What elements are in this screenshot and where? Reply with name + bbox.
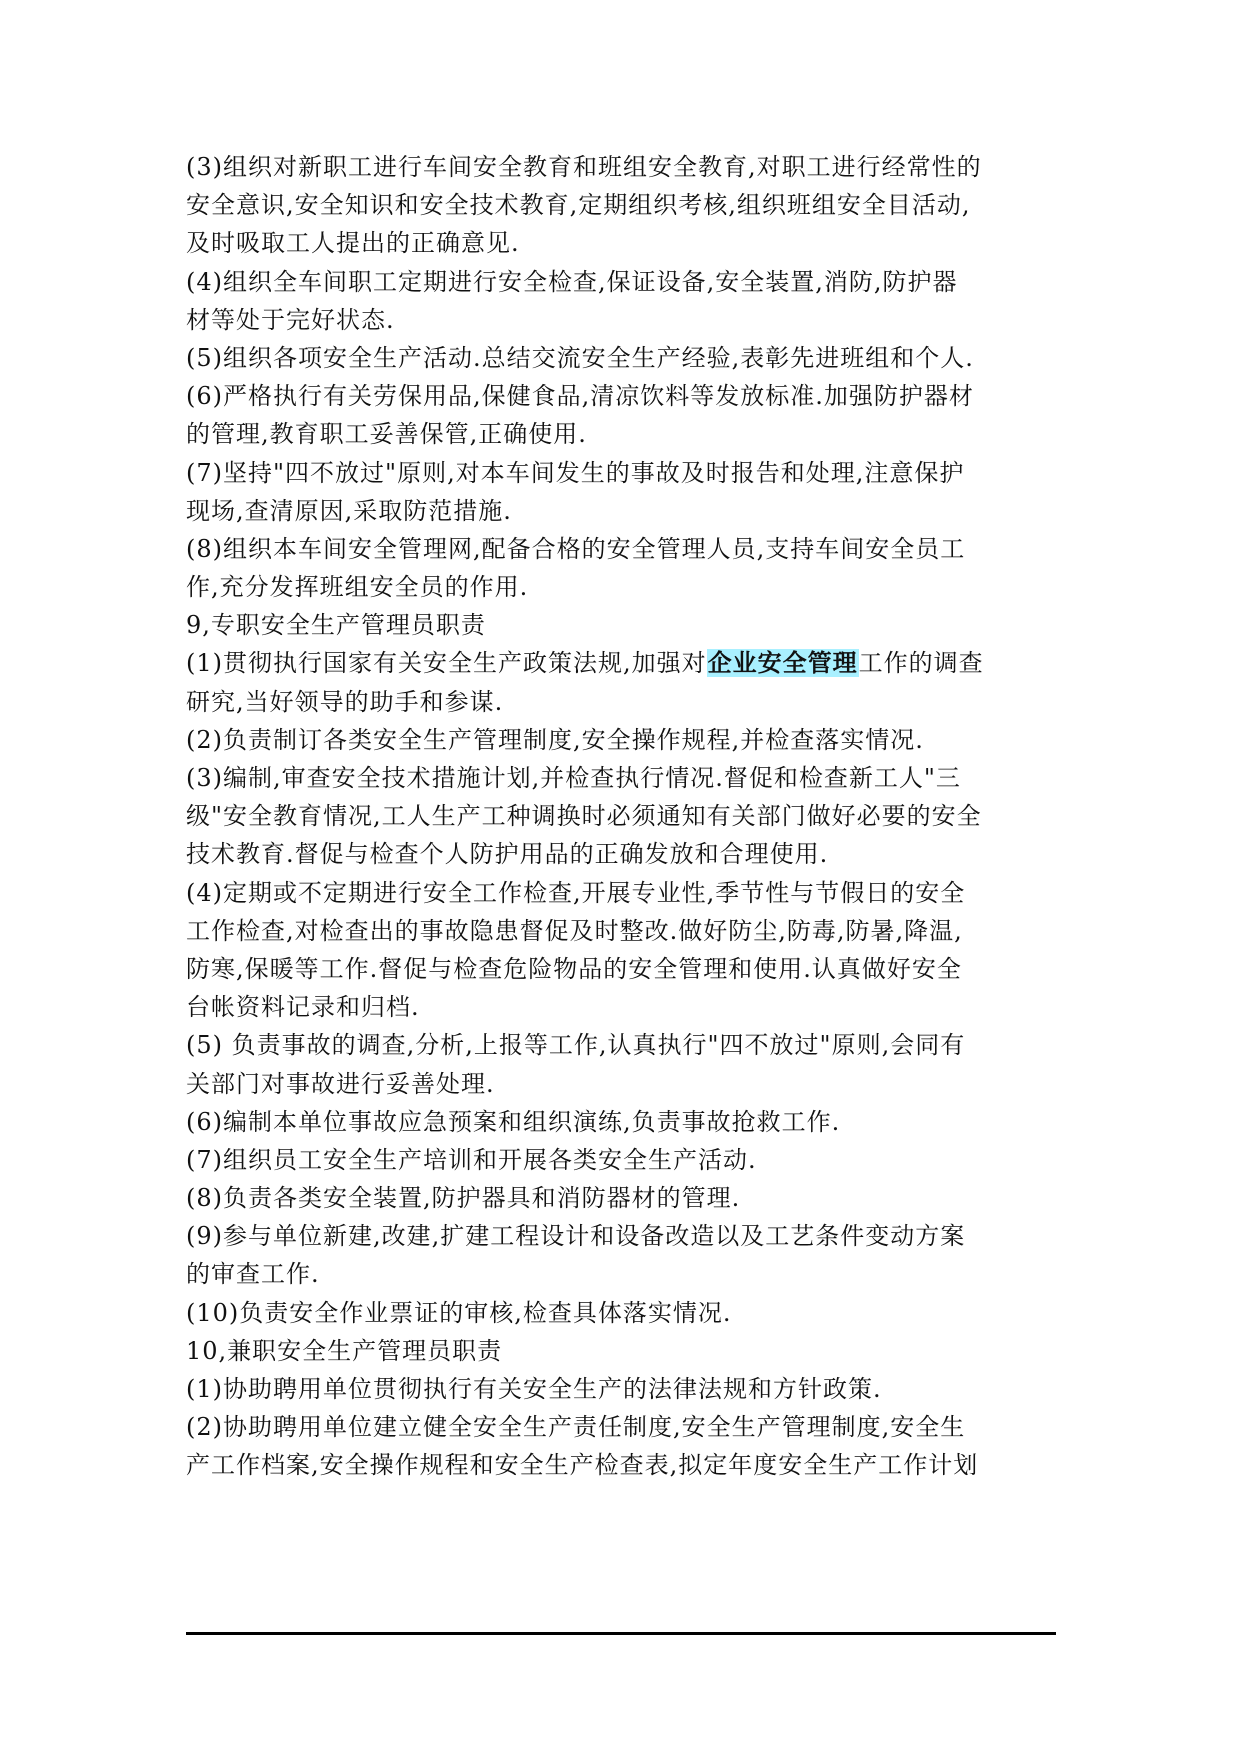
- text-line: (7)组织员工安全生产培训和开展各类安全生产活动.: [186, 1145, 757, 1174]
- text-line-with-highlight: [186, 644, 1066, 682]
- text-line: (1)协助聘用单位贯彻执行有关安全生产的法律法规和方针政策.: [186, 1375, 882, 1403]
- text-line: 产工作档案,安全操作规程和安全生产检查表,拟定年度安全生产工作计划: [186, 1451, 979, 1480]
- section-heading: 9,专职安全生产管理员职责: [186, 611, 486, 640]
- text-line: (4)定期或不定期进行安全工作检查,开展专业性,季节性与节假日的安全: [186, 878, 966, 907]
- text-line: (5) 负责事故的调查,分析,上报等工作,认真执行"四不放过"原则,会同有: [186, 1031, 966, 1060]
- text-line: 防寒,保暖等工作.督促与检查危险物品的安全管理和使用.认真做好安全: [186, 954, 962, 983]
- highlighted-keyword: 企业安全管理: [707, 649, 858, 678]
- text-line: 技术教育.督促与检查个人防护用品的正确发放和合理使用.: [186, 840, 829, 869]
- text-line: 关部门对事故进行妥善处理.: [186, 1069, 495, 1098]
- text-line: 台帐资料记录和归档.: [186, 993, 420, 1022]
- text-line: (9)参与单位新建,改建,扩建工程设计和设备改造以及工艺条件变动方案: [186, 1222, 966, 1251]
- text-segment: (1)贯彻执行国家有关安全生产政策法规,加强对: [186, 649, 707, 678]
- text-line: 研究,当好领导的助手和参谋.: [186, 687, 504, 716]
- text-line: (10)负责安全作业票证的审核,检查具体落实情况.: [186, 1298, 732, 1327]
- text-segment: 工作的调查: [858, 649, 984, 678]
- text-line: (5)组织各项安全生产活动.总结交流安全生产经验,表彰先进班组和个人.: [186, 343, 974, 372]
- footer-divider: [186, 1632, 1056, 1635]
- text-line: 安全意识,安全知识和安全技术教育,定期组织考核,组织班组安全目活动,: [186, 191, 971, 220]
- text-line: (2)协助聘用单位建立健全安全生产责任制度,安全生产管理制度,安全生: [186, 1413, 966, 1442]
- document-body: [186, 148, 1066, 1485]
- text-line: 的审查工作.: [186, 1260, 320, 1289]
- text-line: (2)负责制订各类安全生产管理制度,安全操作规程,并检查落实情况.: [186, 725, 924, 754]
- text-line: 工作检查,对检查出的事故隐患督促及时整改.做好防尘,防毒,防暑,降温,: [186, 916, 963, 945]
- text-line: (6)严格执行有关劳保用品,保健食品,清凉饮料等发放标准.加强防护器材: [186, 382, 974, 411]
- text-line: (8)组织本车间安全管理网,配备合格的安全管理人员,支持车间安全员工: [186, 534, 966, 563]
- text-line: 材等处于完好状态.: [186, 305, 395, 334]
- text-line: (3)组织对新职工进行车间安全教育和班组安全教育,对职工进行经常性的: [186, 153, 982, 181]
- text-line: 及时吸取工人提出的正确意见.: [186, 229, 520, 258]
- text-line: (6)编制本单位事故应急预案和组织演练,负责事故抢救工作.: [186, 1107, 841, 1136]
- text-line: 的管理,教育职工妥善保管,正确使用.: [186, 420, 587, 449]
- text-line: 级"安全教育情况,工人生产工种调换时必须通知有关部门做好必要的安全: [186, 802, 982, 831]
- text-line: (7)坚持"四不放过"原则,对本车间发生的事故及时报告和处理,注意保护: [186, 458, 965, 487]
- section-heading: 10,兼职安全生产管理员职责: [186, 1336, 503, 1365]
- text-line: (3)编制,审查安全技术措施计划,并检查执行情况.督促和检查新工人"三: [186, 764, 961, 792]
- text-line: (4)组织全车间职工定期进行安全检查,保证设备,安全装置,消防,防护器: [186, 267, 958, 296]
- text-line: 现场,查清原因,采取防范措施.: [186, 496, 512, 525]
- text-line: 作,充分发挥班组安全员的作用.: [186, 573, 529, 602]
- text-line: (8)负责各类安全装置,防护器具和消防器材的管理.: [186, 1184, 741, 1213]
